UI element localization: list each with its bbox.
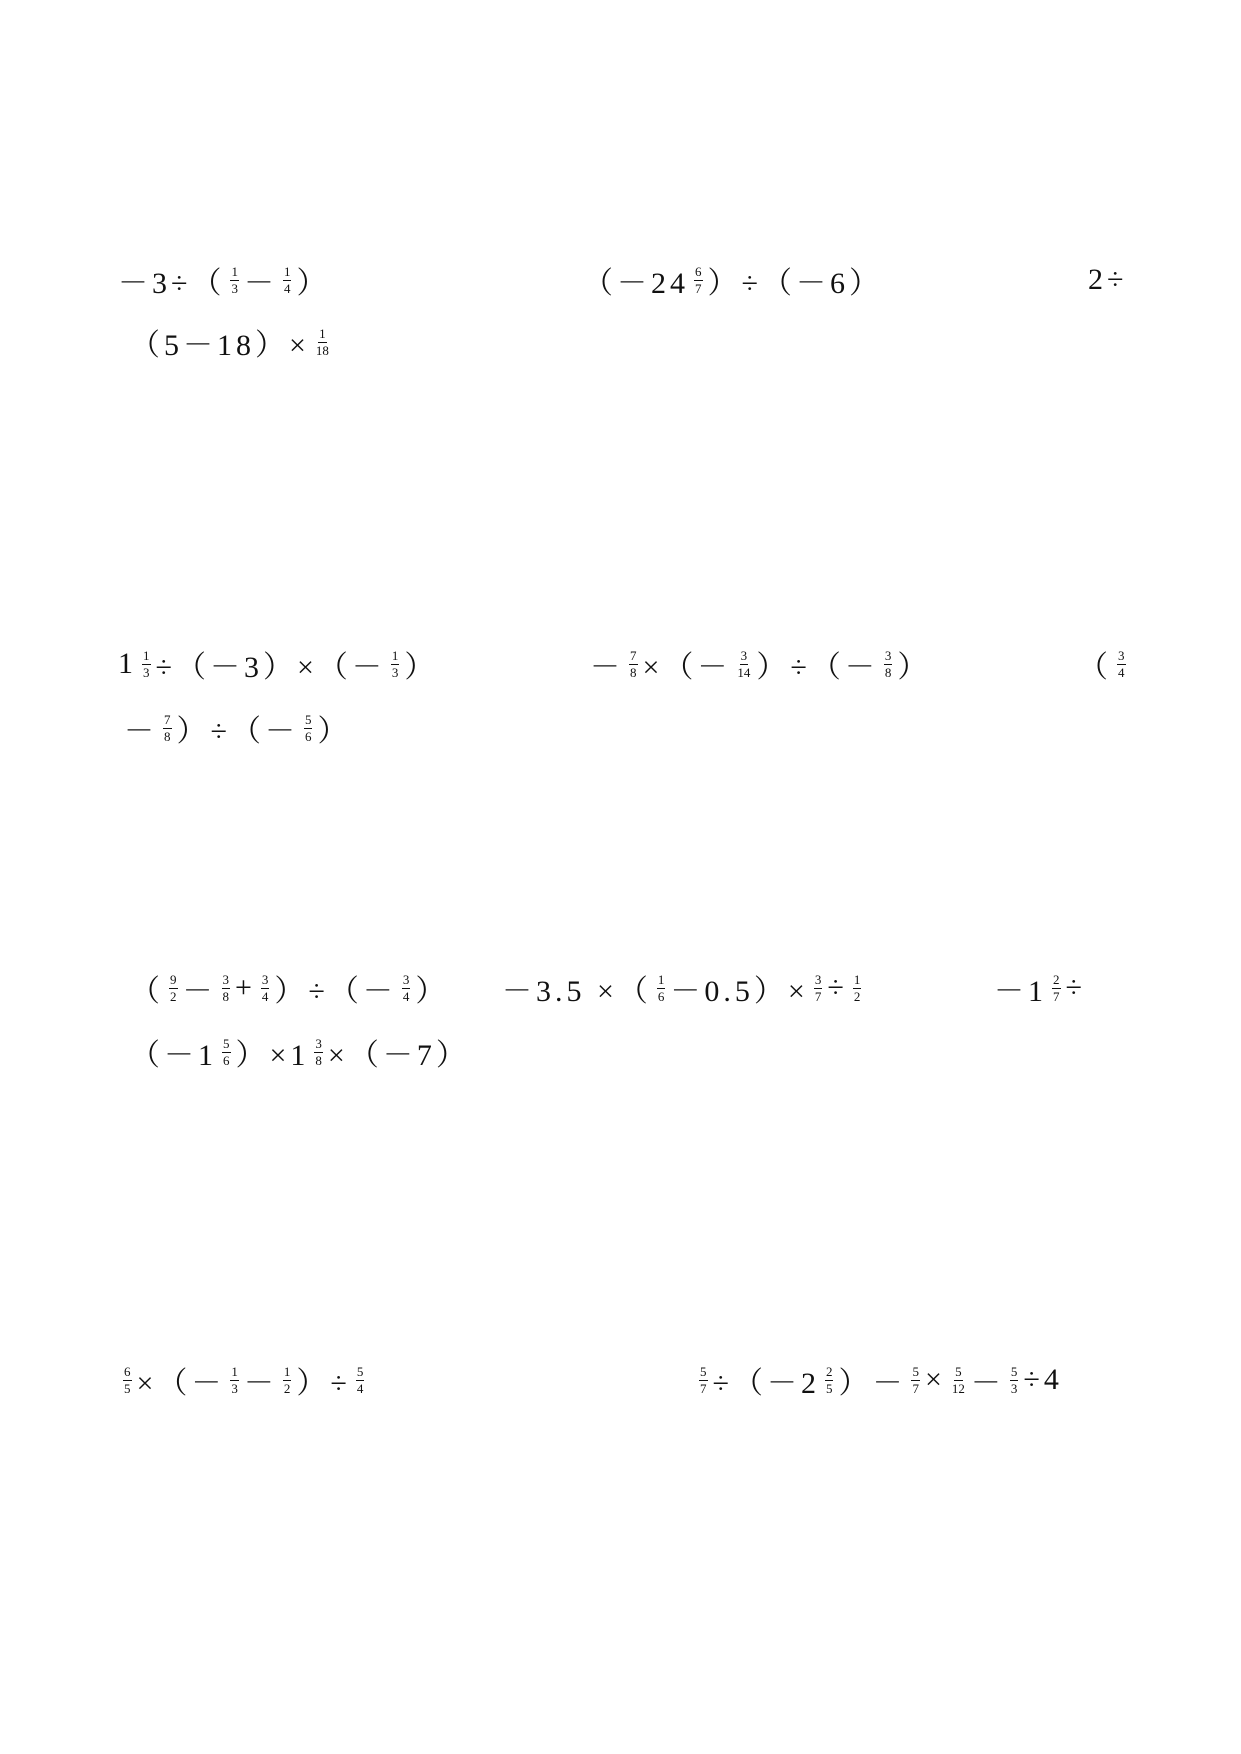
fraction: [814, 973, 823, 1003]
fraction-numerator: 1: [143, 647, 150, 663]
fraction-denominator: 5: [124, 1380, 131, 1396]
fraction: [304, 713, 313, 743]
fraction-denominator: 5: [825, 1380, 833, 1396]
fraction-numerator: 1: [231, 263, 238, 279]
fraction: [657, 973, 666, 1003]
fraction-numerator: 6: [695, 263, 702, 279]
expression-text: ）÷（－: [274, 975, 397, 1008]
expression-text: ×: [924, 1363, 946, 1396]
fraction-numerator: 3: [222, 971, 229, 987]
expression-text: －3.5 ×（: [502, 975, 652, 1008]
fraction-numerator: 3: [814, 971, 822, 987]
fraction-denominator: 8: [315, 1052, 322, 1068]
fraction-numerator: 1: [319, 325, 326, 341]
expr-1-4: [130, 312, 335, 372]
fraction: [1117, 649, 1126, 679]
fraction: [283, 265, 292, 295]
fraction-denominator: 7: [700, 1380, 707, 1396]
fraction-denominator: 3: [231, 1380, 238, 1396]
fraction: [222, 1037, 231, 1067]
fraction-numerator: 5: [700, 1363, 707, 1379]
fraction-numerator: 7: [164, 711, 171, 727]
fraction-denominator: 3: [391, 664, 399, 680]
fraction-numerator: 1: [657, 971, 665, 987]
expr-1-2: [583, 250, 883, 310]
fraction: [911, 1365, 920, 1395]
expression-text: ÷: [1065, 971, 1086, 1004]
expression-text: ×（－7）: [327, 1039, 470, 1072]
fraction-numerator: 2: [1053, 971, 1060, 987]
fraction-denominator: 12: [951, 1380, 965, 1396]
fraction-denominator: 8: [884, 664, 892, 680]
fraction: [123, 1365, 132, 1395]
expression-text: ）: [404, 651, 439, 684]
fraction-denominator: 6: [304, 728, 312, 744]
expression-text: ）÷（－: [756, 651, 879, 684]
expression-text: ÷（－3）×（－: [155, 651, 386, 684]
fraction: [951, 1365, 966, 1395]
fraction: [402, 973, 411, 1003]
fraction-numerator: 3: [315, 1035, 322, 1051]
fraction-numerator: 3: [740, 647, 748, 663]
expression-text: 1: [118, 647, 137, 680]
expr-2-3: [1078, 634, 1131, 694]
fraction: [315, 327, 330, 357]
fraction: [825, 1365, 834, 1395]
expression-text: 2÷: [1088, 263, 1128, 296]
fraction-denominator: 2: [853, 988, 861, 1004]
fraction: [1010, 1365, 1019, 1395]
expr-2-2: [590, 634, 931, 694]
expr-1-3: [1088, 250, 1127, 310]
fraction-denominator: 2: [283, 1380, 291, 1396]
expression-text: －3÷（: [118, 267, 226, 300]
expr-3-4: [130, 1022, 470, 1082]
fraction-numerator: 1: [853, 971, 861, 987]
expression-text: －: [243, 267, 278, 300]
fraction: [142, 649, 151, 679]
expression-text: ）÷（－: [176, 715, 299, 748]
expression-text: ×（－: [136, 1367, 226, 1400]
fraction-denominator: 4: [261, 988, 269, 1004]
fraction: [283, 1365, 292, 1395]
fraction-denominator: 6: [657, 988, 665, 1004]
expr-3-1: [130, 958, 449, 1018]
expression-text: －: [243, 1367, 278, 1400]
expression-text: －: [970, 1367, 1005, 1400]
fraction-numerator: 3: [402, 971, 410, 987]
expression-text: ）－: [838, 1367, 907, 1400]
fraction-numerator: 1: [283, 263, 291, 279]
fraction: [391, 649, 400, 679]
fraction-denominator: 14: [737, 664, 751, 680]
fraction-denominator: 4: [402, 988, 410, 1004]
expression-text: －0.5）×: [670, 975, 809, 1008]
expression-text: ）: [897, 651, 932, 684]
expression-text: －: [182, 975, 217, 1008]
fraction-numerator: 5: [955, 1363, 962, 1379]
expression-text: ÷（－2: [712, 1367, 820, 1400]
fraction: [230, 265, 239, 295]
expr-1-1: [118, 250, 330, 310]
fraction-denominator: 3: [143, 664, 150, 680]
fraction: [736, 649, 751, 679]
expression-text: ）: [317, 715, 352, 748]
expr-2-4: [124, 698, 351, 758]
fraction-denominator: 7: [912, 1380, 919, 1396]
expression-text: －1: [994, 975, 1047, 1008]
expression-text: （－1: [130, 1039, 217, 1072]
fraction: [169, 973, 178, 1003]
fraction: [629, 649, 638, 679]
expression-text: （－24: [583, 267, 689, 300]
expression-text: （: [1078, 651, 1112, 684]
expression-text: －: [124, 715, 158, 748]
fraction-numerator: 5: [223, 1035, 230, 1051]
fraction-denominator: 3: [1010, 1380, 1018, 1396]
fraction-numerator: 1: [391, 647, 399, 663]
fraction-numerator: 5: [1010, 1363, 1018, 1379]
expr-2-1: [118, 634, 438, 694]
fraction-denominator: 7: [695, 280, 702, 296]
expression-text: ×（－: [642, 651, 732, 684]
fraction-denominator: 6: [223, 1052, 230, 1068]
expr-4-1: [118, 1350, 369, 1410]
fraction: [699, 1365, 708, 1395]
fraction-numerator: 6: [124, 1363, 131, 1379]
fraction-denominator: 4: [356, 1380, 364, 1396]
fraction-denominator: 8: [164, 728, 171, 744]
fraction-numerator: 3: [1118, 647, 1125, 663]
fraction-denominator: 8: [222, 988, 229, 1004]
expression-text: ）: [296, 267, 331, 300]
fraction-denominator: 18: [315, 342, 329, 358]
fraction-numerator: 5: [356, 1363, 364, 1379]
fraction-denominator: 7: [1053, 988, 1060, 1004]
fraction-numerator: 1: [231, 1363, 238, 1379]
expression-text: －: [590, 651, 624, 684]
expression-text: ÷: [827, 971, 848, 1004]
fraction-numerator: 9: [170, 971, 177, 987]
fraction-denominator: 4: [283, 280, 291, 296]
expression-text: ÷4: [1023, 1363, 1063, 1396]
expression-text: ）÷（－6）: [707, 267, 883, 300]
expr-3-2: [502, 958, 866, 1018]
fraction-numerator: 1: [283, 1363, 291, 1379]
expr-3-3: [994, 958, 1086, 1018]
fraction-denominator: 8: [630, 664, 637, 680]
fraction: [230, 1365, 239, 1395]
fraction: [314, 1037, 323, 1067]
fraction-denominator: 4: [1118, 664, 1125, 680]
fraction-denominator: 7: [814, 988, 822, 1004]
fraction-numerator: 5: [912, 1363, 919, 1379]
expression-text: +: [235, 971, 256, 1004]
fraction: [261, 973, 270, 1003]
expression-text: ）×1: [235, 1039, 310, 1072]
fraction: [1052, 973, 1061, 1003]
fraction-numerator: 5: [304, 711, 312, 727]
fraction-numerator: 7: [630, 647, 637, 663]
expression-text: （5－18）×: [130, 329, 310, 362]
fraction: [694, 265, 703, 295]
expression-text: ）÷: [296, 1367, 351, 1400]
fraction: [356, 1365, 365, 1395]
fraction: [853, 973, 862, 1003]
fraction: [163, 713, 172, 743]
fraction-numerator: 3: [261, 971, 269, 987]
fraction-denominator: 3: [231, 280, 238, 296]
expr-4-2: [694, 1350, 1063, 1410]
fraction: [884, 649, 893, 679]
fraction-numerator: 3: [884, 647, 892, 663]
expression-text: （: [130, 975, 164, 1008]
fraction: [222, 973, 231, 1003]
expression-text: ）: [415, 975, 450, 1008]
fraction-numerator: 2: [825, 1363, 833, 1379]
fraction-denominator: 2: [170, 988, 177, 1004]
